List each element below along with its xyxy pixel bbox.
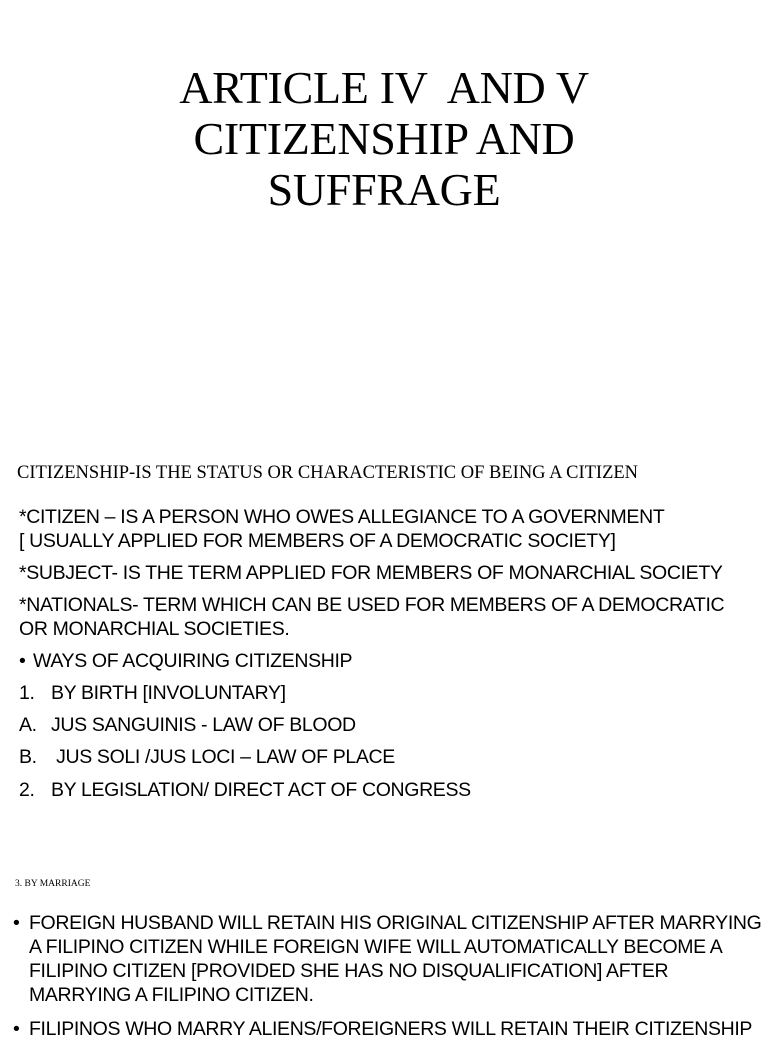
citizen-definition-line: *CITIZEN – IS A PERSON WHO OWES ALLEGIANCE TO A GOVERNMENT: [19, 506, 665, 528]
bullet-icon: •: [13, 1018, 20, 1040]
list-item-text: JUS SANGUINIS - LAW OF BLOOD: [51, 714, 356, 736]
list-item-text: JUS SOLI /JUS LOCI – LAW OF PLACE: [51, 746, 395, 768]
list-item-text: BY LEGISLATION/ DIRECT ACT OF CONGRESS: [51, 779, 471, 801]
paragraph-line: FOREIGN HUSBAND WILL RETAIN HIS ORIGINAL CITIZENSHIP AFTER MARRYING: [29, 912, 762, 934]
ways-heading-text: WAYS OF ACQUIRING CITIZENSHIP: [33, 650, 353, 672]
ways-list-item: [19, 681, 759, 705]
list-marker: B.: [19, 746, 37, 768]
page-title: [0, 62, 768, 215]
nationals-definition-line: OR MONARCHIAL SOCIETIES.: [19, 618, 290, 640]
citizen-definition: [19, 505, 759, 553]
list-marker: 2.: [19, 779, 35, 801]
ways-list-item: [19, 713, 759, 737]
title-line: CITIZENSHIP AND: [193, 113, 575, 164]
marriage-label: 3. BY MARRIAGE: [15, 879, 91, 889]
citizen-definition-line: [ USUALLY APPLIED FOR MEMBERS OF A DEMOCRATIC SOCIETY]: [19, 530, 616, 552]
title-line: SUFFRAGE: [267, 164, 501, 215]
ways-heading: [19, 649, 759, 673]
ways-list-item: [19, 778, 759, 802]
subject-definition-line: *SUBJECT- IS THE TERM APPLIED FOR MEMBERS OF MONARCHIAL SOCIETY: [19, 562, 723, 584]
paragraph-line: MARRYING A FILIPINO CITIZEN.: [29, 984, 314, 1006]
bullet-icon: •: [19, 650, 26, 672]
paragraph-line: A FILIPINO CITIZEN WHILE FOREIGN WIFE WILL AUTOMATICALLY BECOME A: [29, 936, 723, 958]
list-marker: 1.: [19, 682, 35, 704]
list-item: [13, 1017, 758, 1041]
title-line: ARTICLE IV AND V: [179, 62, 589, 113]
bullet-icon: •: [13, 912, 20, 934]
list-marker: A.: [19, 714, 37, 736]
subject-definition: [19, 561, 759, 585]
list-item: [13, 911, 762, 1007]
nationals-definition-line: *NATIONALS- TERM WHICH CAN BE USED FOR MEMBERS OF A DEMOCRATIC: [19, 594, 725, 616]
paragraph-line: FILIPINO CITIZEN [PROVIDED SHE HAS NO DISQUALIFICATION] AFTER: [29, 960, 669, 982]
marriage-bullets: [13, 911, 762, 1051]
citizenship-definition-heading: CITIZENSHIP-IS THE STATUS OR CHARACTERISTIC OF BEING A CITIZEN: [17, 463, 639, 483]
nationals-definition: [19, 593, 759, 641]
paragraph-line: FILIPINOS WHO MARRY ALIENS/FOREIGNERS WILL RETAIN THEIR CITIZENSHIP: [29, 1018, 753, 1040]
list-item-text: BY BIRTH [INVOLUNTARY]: [51, 682, 286, 704]
ways-list-item: [19, 745, 759, 769]
